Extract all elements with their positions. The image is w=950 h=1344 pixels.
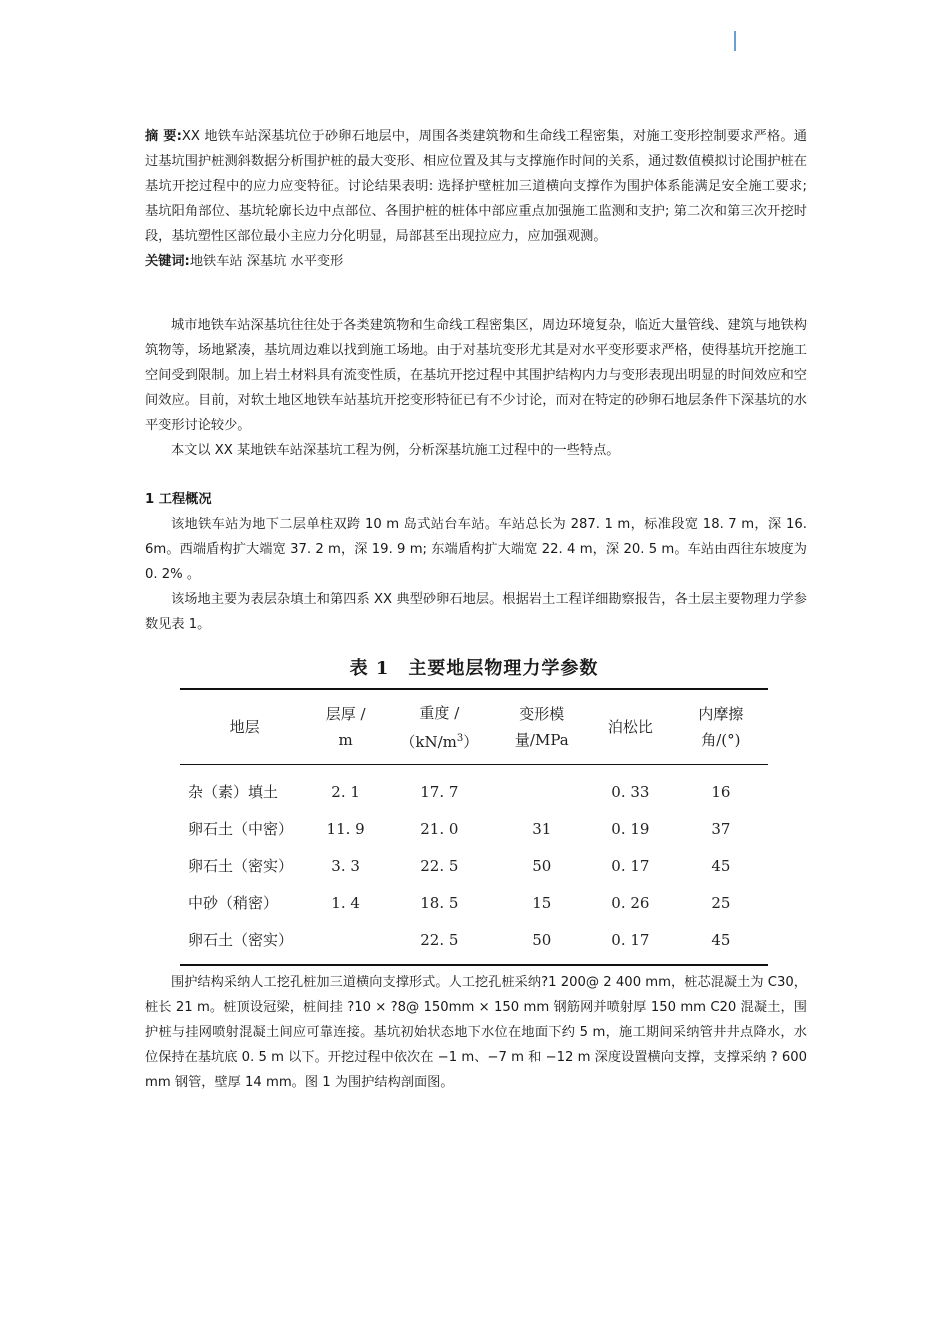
intro-paragraph-2: 本文以 XX 某地铁车站深基坑工程为例，分析深基坑施工过程中的一些特点。 [171,443,620,458]
section-1-paragraph-2: 该场地主要为表层杂填土和第四系 XX 典型砂卵石地层。根据岩土工程详细勘察报告，各土层主要物理力学参数见表 1。 [145,592,807,632]
header-thickness: 层厚 / m [309,689,382,765]
keywords [145,249,807,274]
header-weight: 重度 / $(kN/m^3)$ [382,689,496,765]
table-row: 卵石土（中密） 11. 9 21. 0 31 0. 19 37 [188,819,731,838]
keywords-text: 地铁车站 深基坑 水平变形 [189,254,344,269]
abstract-text: XX 地铁车站深基坑位于砂卵石地层中，周围各类建筑物和生命线工程密集，对施工变形控制要求严格。通过基坑围护桩测斜数据分析围护桩的最大变形、相应位置及其与支撑施作时间的关系，通过数值模拟讨论围护桩在基坑开挖过程中的应力应变特征。讨论结果表明: 选择护壁桩加三道横向支撑作为围护体系能满足安全施工要求; 基坑阳角部位、基坑轮廓长边中点部位、各围护桩的桩体中部应重点加强施工监测和支护; 第二次和第三次开挖时段，基坑塑性区部位最小主应力分化明显，局部甚至出现拉应力，应加强观测。 [145,129,807,244]
table-1-title: 表 1 主要地层物理力学参数 [349,658,599,679]
parameters-table [180,688,768,966]
table-row: 卵石土（密实） 3. 3 22. 5 50 0. 17 45 [188,856,731,875]
section-1-paragraph-1: 该地铁车站为地下二层单柱双跨 10 m 岛式站台车站。车站总长为 287. 1 m，标准段宽 18. 7 m，深 16. 6m。西端盾构扩大端宽 37. 2 m，深 19. 9 m; 东端盾构扩大端宽 22. 4 m，深 20. 5 m。车站由西往东坡度为 0. 2% 。 [145,517,807,582]
intro-paragraph-1: 城市地铁车站深基坑往往处于各类建筑物和生命线工程密集区，周边环境复杂，临近大量管线、建筑与地铁构筑物等，场地紧凑，基坑周边难以找到施工场地。由于对基坑变形尤其是对水平变形要求严格，使得基坑开挖施工空间受到限制。加上岩土材料具有流变性质，在基坑开挖过程中其围护结构内力与变形表现出明显的时间效应和空间效应。目前，对软土地区地铁车站基坑开挖变形特征已有不少讨论，而对在特定的砂卵石地层条件下深基坑的水平变形讨论较少。 [145,318,807,433]
table-row: 中砂（稍密） 1. 4 18. 5 15 0. 26 25 [188,893,731,912]
table-header-row [180,689,768,765]
header-poisson: 泊松比 [587,689,674,765]
abstract-label: 摘 要: [145,129,182,144]
text-cursor-mark [734,31,736,51]
section-1-continued [145,970,807,1095]
abstract [145,124,807,249]
table-row: 杂（素）填土 2. 1 17. 7 0. 33 16 [188,782,731,801]
header-layer: 地层 [180,689,309,765]
table-1 [178,656,770,966]
section-1-title: 1 工程概况 [145,492,212,507]
paper-body [145,124,807,637]
section-1-paragraph-3: 围护结构采纳人工挖孔桩加三道横向支撑形式。人工挖孔桩采纳?1 200@ 2 400 mm，桩芯混凝土为 C30，桩长 21 m。桩顶设冠梁，桩间挂 ?10 × ?8@ 150mm × 150 mm 钢筋网并喷射厚 150 mm C20 混凝土，围护桩与挂网喷射混凝土间应可靠连接。基坑初始状态地下水位在地面下约 5 m，施工期间采纳管井井点降水，水位保持在基坑底 0. 5 m 以下。开挖过程中依次在 −1 m、−7 m 和 −12 m 深度设置横向支撑，支撑采纳 ? 600 mm 钢管，壁厚 14 mm。图 1 为围护结构剖面图。 [145,975,807,1090]
keywords-label: 关键词: [145,254,190,269]
header-modulus: 变形模 量/MPa [497,689,587,765]
header-friction: 内摩擦 角/(°) [674,689,768,765]
table-row: 卵石土（密实） 22. 5 50 0. 17 45 [188,930,731,949]
